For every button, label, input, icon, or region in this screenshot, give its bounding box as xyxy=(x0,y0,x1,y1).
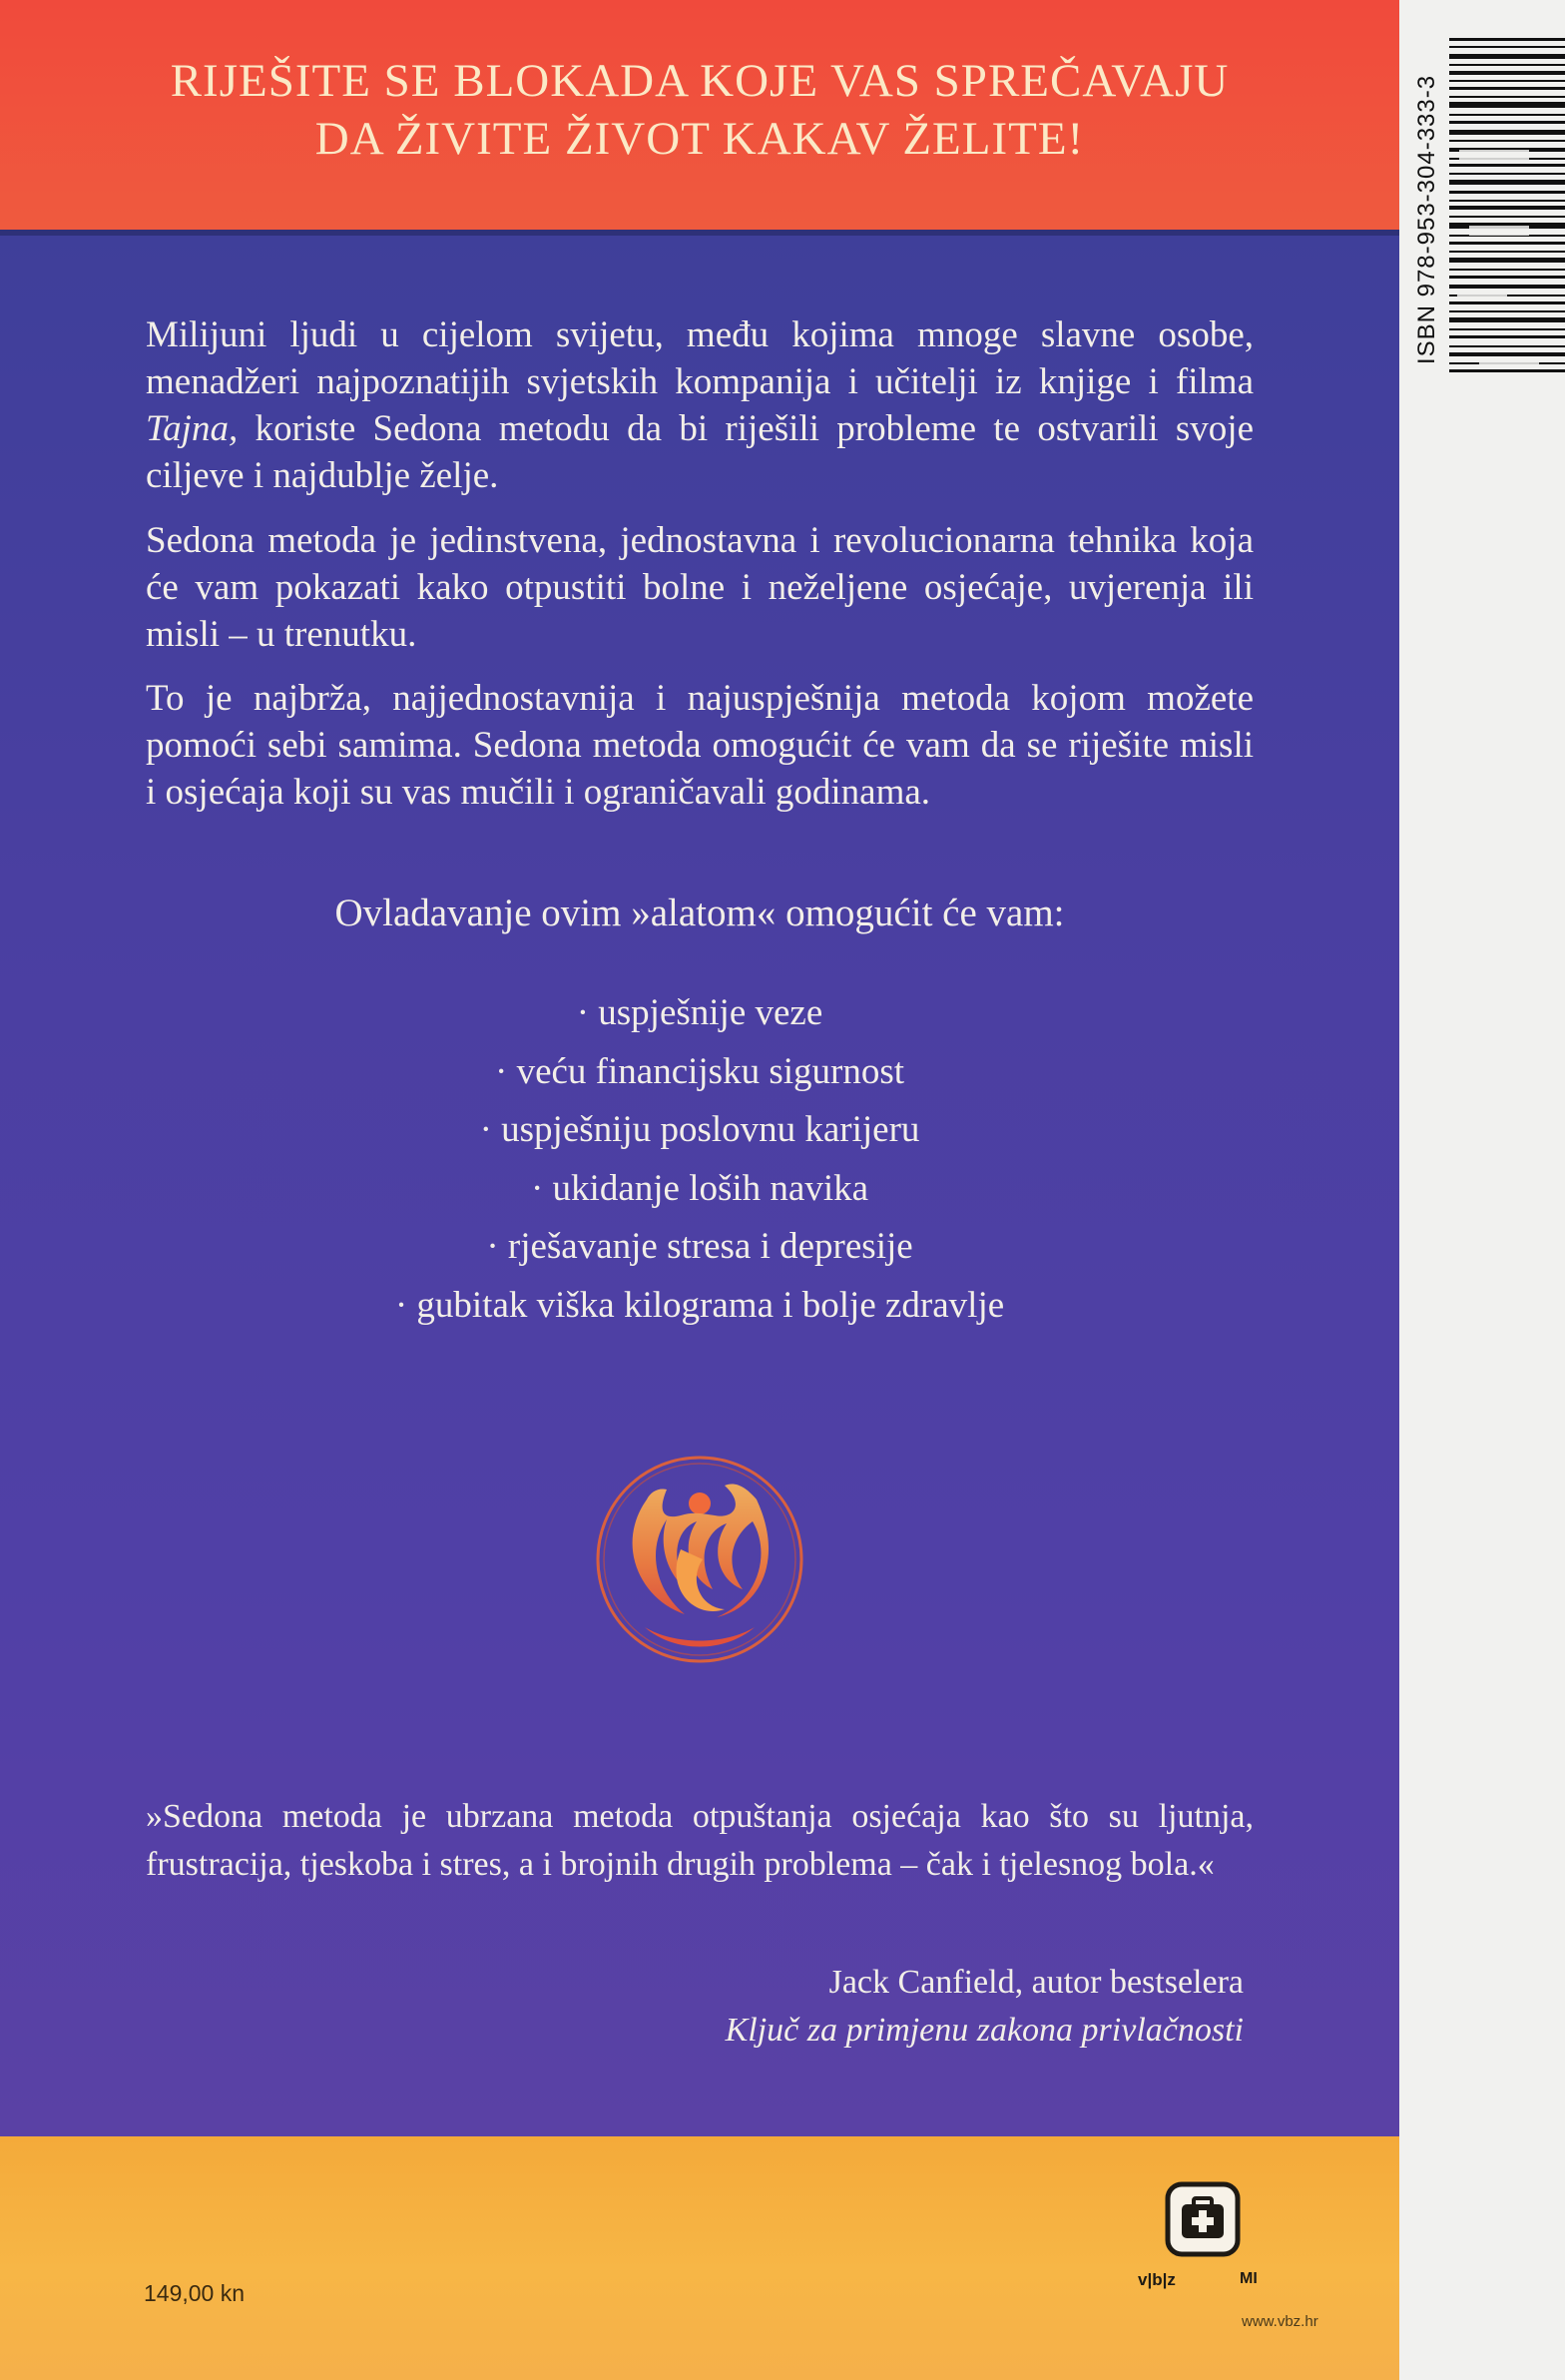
benefits-list xyxy=(0,984,1399,1335)
intro-p1-text: Milijuni ljudi u cijelom svijetu, među kojima mnoge slavne osobe, menadžeri najpoznatijih svjetskih kompanija i učitelji iz knjige i filma xyxy=(146,314,1254,402)
sedona-emblem-icon xyxy=(585,1450,814,1669)
quote-author: Jack Canfield, autor bestselera xyxy=(828,1964,1244,2001)
endorsement-quote: »Sedona metoda je ubrzana metoda otpuštanja osjećaja kao što su ljutnja, frustracija, tjeskoba i stres, a i brojnih drugih problema – čak i tjelesnog bola.« xyxy=(146,1798,1254,1883)
publisher-mi: MI xyxy=(1240,2270,1258,2287)
intro-paragraph-3: To je najbrža, najjednostavnija i najuspješnija metoda kojom možete pomoći sebi samima. Sedona metoda omogućit će vam da se riješite misli i osjećaja koji su vas mučili i ograničavali godinama. xyxy=(146,678,1254,813)
first-aid-box-icon xyxy=(1164,2180,1242,2258)
benefit-item: · gubitak viška kilograma i bolje zdravlje xyxy=(394,1284,1005,1326)
benefit-item: · rješavanje stresa i depresije xyxy=(486,1226,913,1267)
publisher-url: www.vbz.hr xyxy=(1242,2313,1318,2330)
tagline-line-1: RIJEŠITE SE BLOKADA KOJE VAS SPREČAVAJU xyxy=(170,55,1230,107)
publisher-vbz: v|b|z xyxy=(1138,2270,1176,2289)
isbn-label xyxy=(1407,50,1447,389)
bottom-banner xyxy=(0,2136,1399,2380)
quote-book-title: Ključ za primjenu zakona privlačnosti xyxy=(725,2012,1244,2049)
benefit-item: · ukidanje loših navika xyxy=(530,1167,869,1209)
intro-paragraph-1 xyxy=(146,311,1254,499)
top-banner xyxy=(0,0,1399,230)
price-label: 149,00 kn xyxy=(144,2280,246,2306)
benefit-item: · uspješnije veze xyxy=(576,992,823,1033)
intro-p1-text-end: koriste Sedona metodu da bi riješili probleme te ostvarili svoje ciljeve i najdublje želje. xyxy=(146,408,1254,496)
benefit-item: · uspješniju poslovnu karijeru xyxy=(479,1109,920,1150)
intro-paragraph-2: Sedona metoda je jedinstvena, jednostavna i revolucionarna tehnika koja će vam pokazati kako otpustiti bolne i neželjene osjećaje, uvjerenja ili misli – u trenutku. xyxy=(146,520,1254,655)
tagline-line-2: DA ŽIVITE ŽIVOT KAKAV ŽELITE! xyxy=(314,113,1085,165)
barcode-icon xyxy=(1449,30,1565,389)
film-title: Tajna, xyxy=(146,408,239,449)
benefit-item: · veću financijsku sigurnost xyxy=(495,1050,904,1092)
isbn-number: ISBN 978-953-304-333-3 xyxy=(1413,74,1440,365)
benefits-lead: Ovladavanje ovim »alatom« omogućit će vam: xyxy=(334,892,1065,934)
